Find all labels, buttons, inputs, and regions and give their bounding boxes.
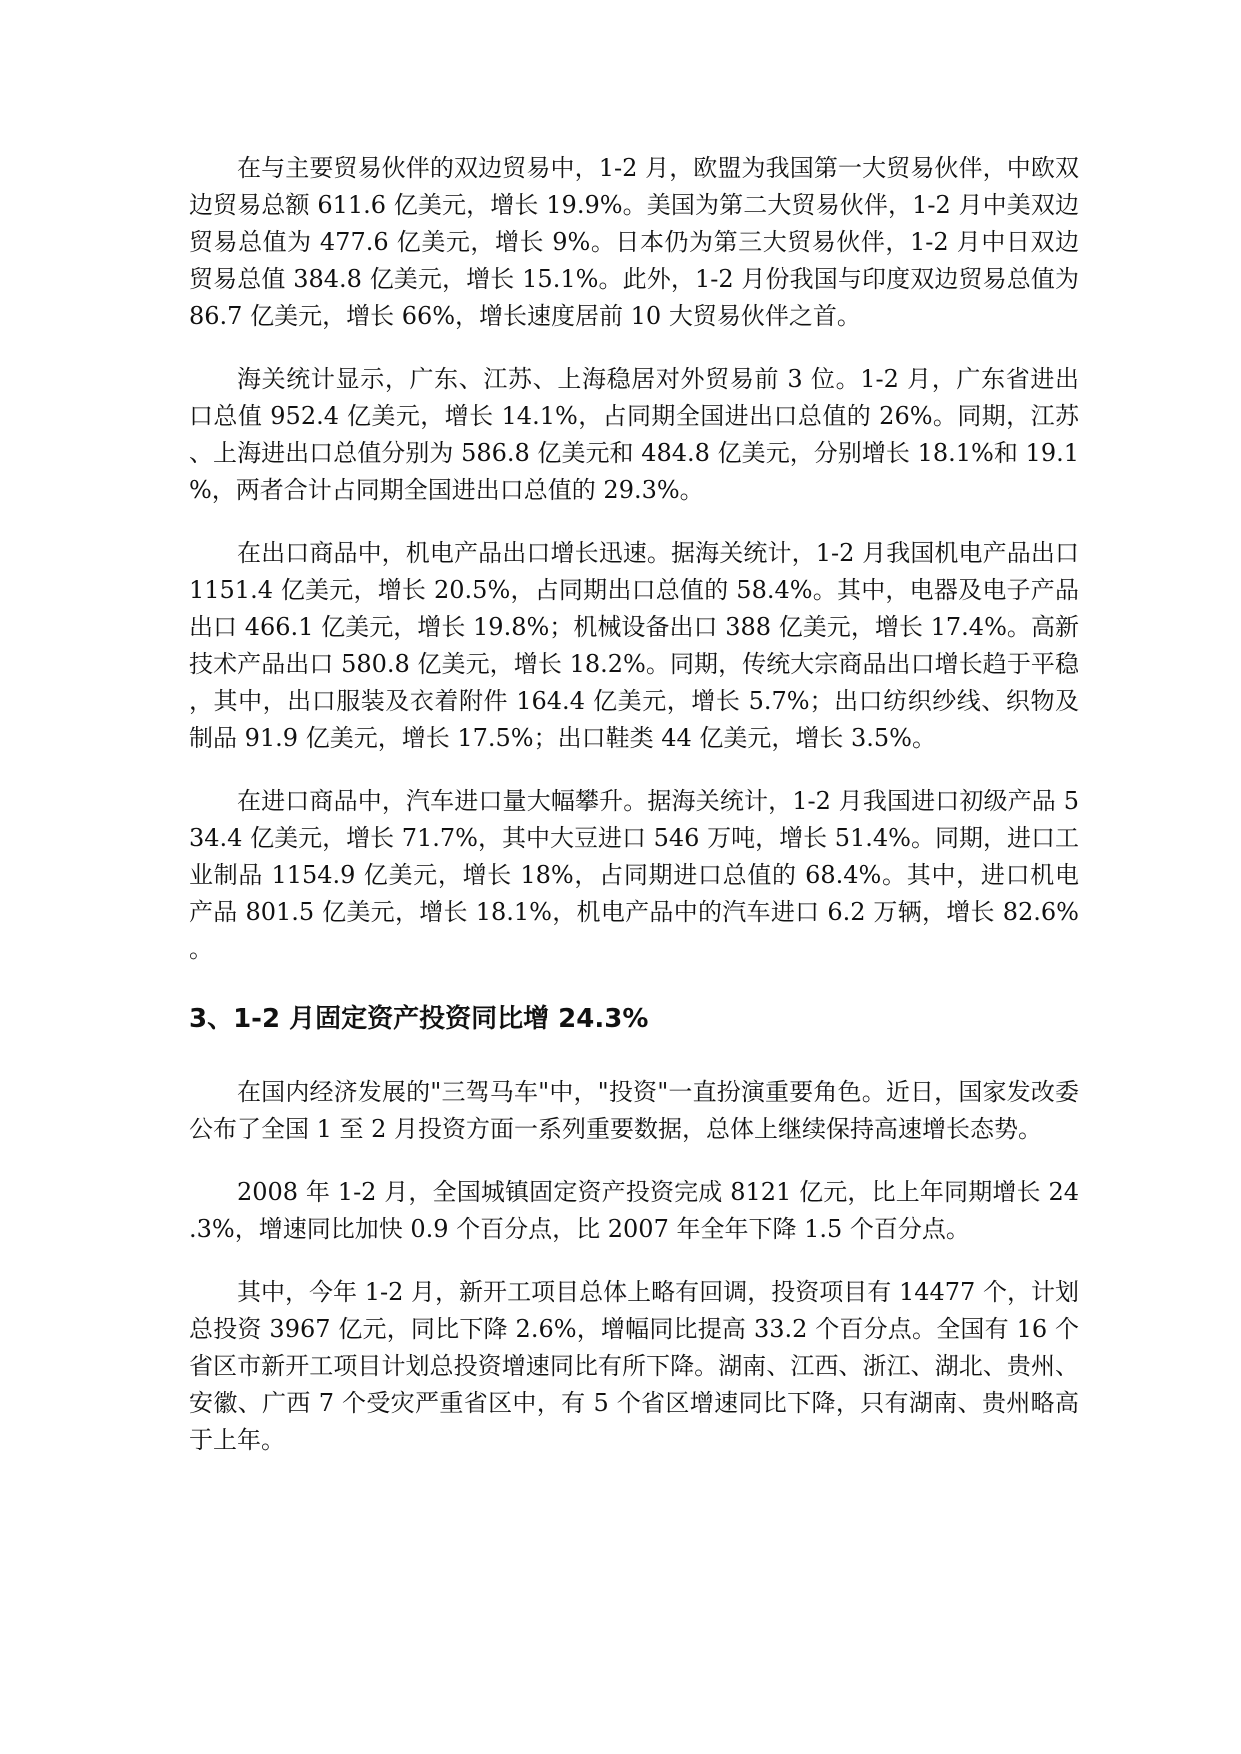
document-page xyxy=(189,150,1079,1485)
paragraph-investment-total: 2008 年 1-2 月，全国城镇固定资产投资完成 8121 亿元，比上年同期增长 24.3%，增速同比加快 0.9 个百分点，比 2007 年全年下降 1.5 个百分点。 xyxy=(189,1178,1079,1243)
paragraph-new-projects: 其中，今年 1-2 月，新开工项目总体上略有回调，投资项目有 14477 个，计划总投资 3967 亿元，同比下降 2.6%，增幅同比提高 33.2 个百分点。全国有 16 个省区市新开工项目计划总投资增速同比有所下降。湖南、江西、浙江、湖北、贵州、安徽、广西 7 个受灾严重省区中，有 5 个省区增速同比下降，只有湖南、贵州略高于上年。 xyxy=(189,1278,1079,1454)
paragraph-bilateral-trade: 在与主要贸易伙伴的双边贸易中，1-2 月，欧盟为我国第一大贸易伙伴，中欧双边贸易总额 611.6 亿美元，增长 19.9%。美国为第二大贸易伙伴，1-2 月中美双边贸易总值为 477.6 亿美元，增长 9%。日本仍为第三大贸易伙伴，1-2 月中日双边贸易总值 384.8 亿美元，增长 15.1%。此外，1-2 月份我国与印度双边贸易总值为 86.7 亿美元，增长 66%，增长速度居前 10 大贸易伙伴之首。 xyxy=(189,154,1079,330)
paragraph-import-goods: 在进口商品中，汽车进口量大幅攀升。据海关统计，1-2 月我国进口初级产品 534.4 亿美元，增长 71.7%，其中大豆进口 546 万吨，增长 51.4%。同期，进口工业制品 1154.9 亿美元，增长 18%，占同期进口总值的 68.4%。其中，进口机电产品 801.5 亿美元，增长 18.1%，机电产品中的汽车进口 6.2 万辆，增长 82.6%。 xyxy=(189,787,1079,963)
section-heading: 3、1-2 月固定资产投资同比增 24.3% xyxy=(189,1004,649,1034)
paragraph-provincial-trade: 海关统计显示，广东、江苏、上海稳居对外贸易前 3 位。1-2 月，广东省进出口总值 952.4 亿美元，增长 14.1%，占同期全国进出口总值的 26%。同期，江苏、上海进出口总值分别为 586.8 亿美元和 484.8 亿美元，分别增长 18.1%和 19.1%，两者合计占同期全国进出口总值的 29.3%。 xyxy=(189,365,1079,504)
paragraph-export-goods: 在出口商品中，机电产品出口增长迅速。据海关统计，1-2 月我国机电产品出口 1151.4 亿美元，增长 20.5%，占同期出口总值的 58.4%。其中，电器及电子产品出口 466.1 亿美元，增长 19.8%；机械设备出口 388 亿美元，增长 17.4%。高新技术产品出口 580.8 亿美元，增长 18.2%。同期，传统大宗商品出口增长趋于平稳，其中，出口服装及衣着附件 164.4 亿美元，增长 5.7%；出口纺织纱线、织物及制品 91.9 亿美元，增长 17.5%；出口鞋类 44 亿美元，增长 3.5%。 xyxy=(189,539,1079,752)
paragraph-investment-intro: 在国内经济发展的"三驾马车"中，"投资"一直扮演重要角色。近日，国家发改委公布了全国 1 至 2 月投资方面一系列重要数据，总体上继续保持高速增长态势。 xyxy=(189,1078,1079,1143)
